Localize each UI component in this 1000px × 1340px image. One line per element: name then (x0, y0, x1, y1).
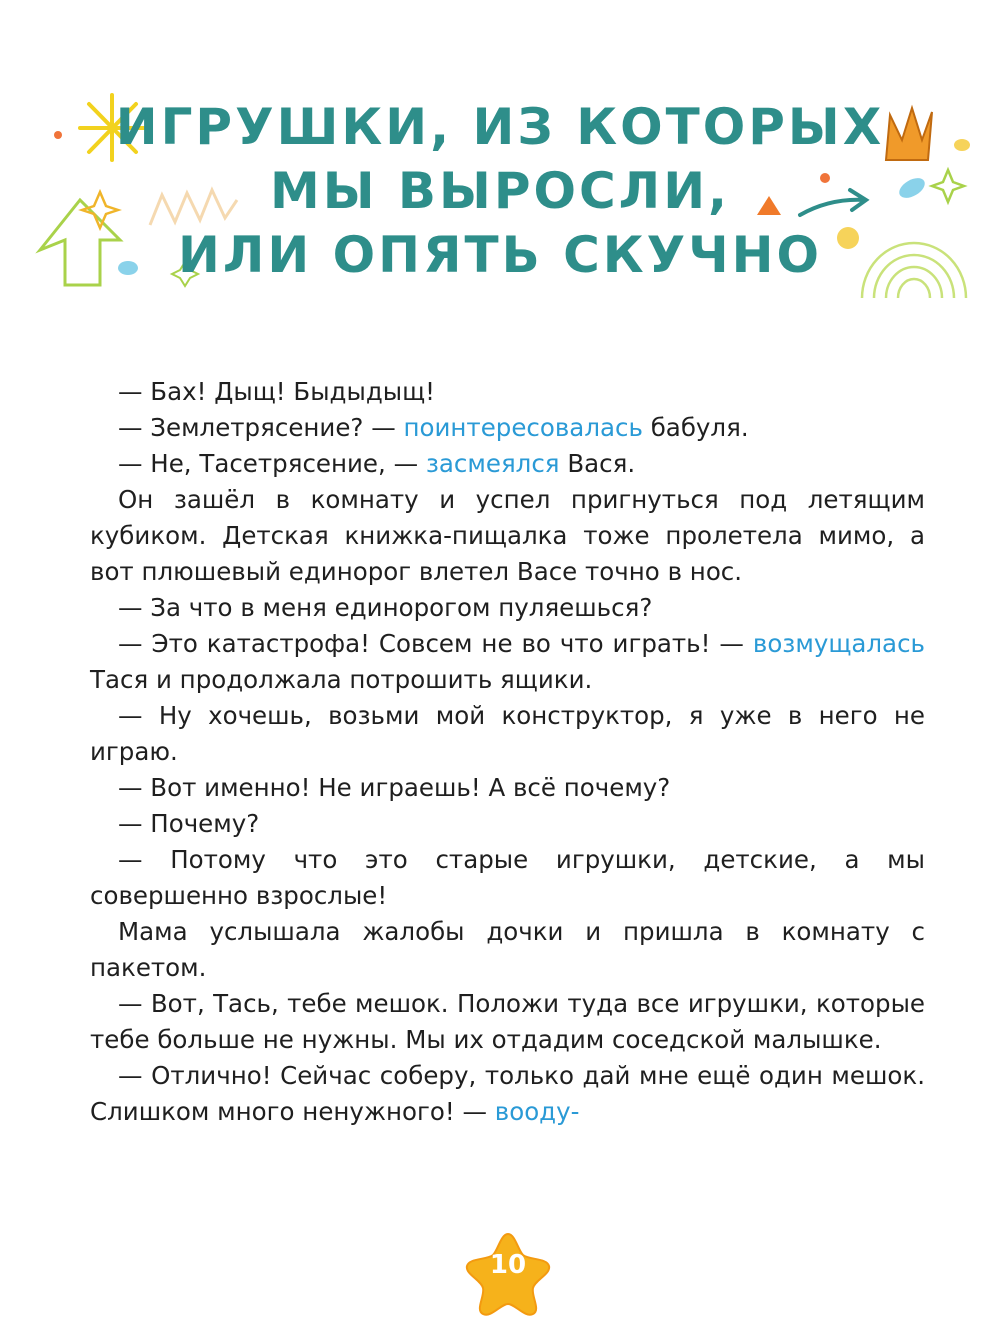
text-segment: — Бах! Дыщ! Быдыдыщ! (118, 377, 436, 406)
text-segment: Тася и продолжала потрошить ящики. (90, 665, 593, 694)
text-segment: Он зашёл в комнату и успел пригнуться под летящим кубиком. Детская книжка-пищалка тоже пролетела мимо, а вот плюшевый единорог влетел Васе точно в нос. (90, 485, 925, 586)
text-segment: — Это катастрофа! Совсем не во что играть! — (118, 629, 753, 658)
highlighted-word: засмеялся (425, 449, 560, 478)
text-segment: Мама услышала жалобы дочки и пришла в комнату с пакетом. (90, 917, 925, 982)
highlighted-word: поинтересовалась (403, 413, 643, 442)
text-segment: — Отлично! Сейчас соберу, только дай мне ещё один мешок. Слишком много ненужного! — (90, 1061, 925, 1126)
title-line-3: ИЛИ ОПЯТЬ СКУЧНО (178, 226, 822, 284)
text-segment: — Почему? (118, 809, 260, 838)
text-segment: Вася. (559, 449, 636, 478)
paragraph (90, 410, 925, 446)
title-line-2: МЫ ВЫРОСЛИ, (269, 162, 731, 220)
highlighted-word: вооду- (494, 1097, 580, 1126)
paragraph (90, 626, 925, 698)
paragraph (90, 986, 925, 1058)
paragraph (90, 842, 925, 914)
text-segment: — Вот, Тась, тебе мешок. Положи туда все игрушки, которые тебе больше не нужны. Мы их отдадим соседской малышке. (90, 989, 925, 1054)
paragraph (90, 446, 925, 482)
paragraph (90, 770, 925, 806)
text-segment: — Не, Тасетрясение, — (118, 449, 426, 478)
chapter-title (0, 95, 1000, 287)
paragraph (90, 482, 925, 590)
text-segment: — Потому что это старые игрушки, детские, а мы совершенно взрослые! (90, 845, 925, 910)
paragraph (90, 1058, 925, 1130)
paragraph (90, 374, 925, 410)
title-line-1: ИГРУШКИ, ИЗ КОТОРЫХ (115, 98, 885, 156)
paragraph (90, 806, 925, 842)
text-segment: — Ну хочешь, возьми мой конструктор, я уже в него не играю. (90, 701, 925, 766)
paragraph (90, 914, 925, 986)
story-text (90, 374, 925, 1130)
paragraph (90, 590, 925, 626)
text-segment: — За что в меня единорогом пуляешься? (118, 593, 653, 622)
text-segment: — Вот именно! Не играешь! А всё почему? (118, 773, 671, 802)
text-segment: бабуля. (642, 413, 749, 442)
text-segment: — Землетрясение? — (118, 413, 404, 442)
page-number: 10 (489, 1250, 527, 1280)
highlighted-word: возмущалась (752, 629, 925, 658)
paragraph (90, 698, 925, 770)
